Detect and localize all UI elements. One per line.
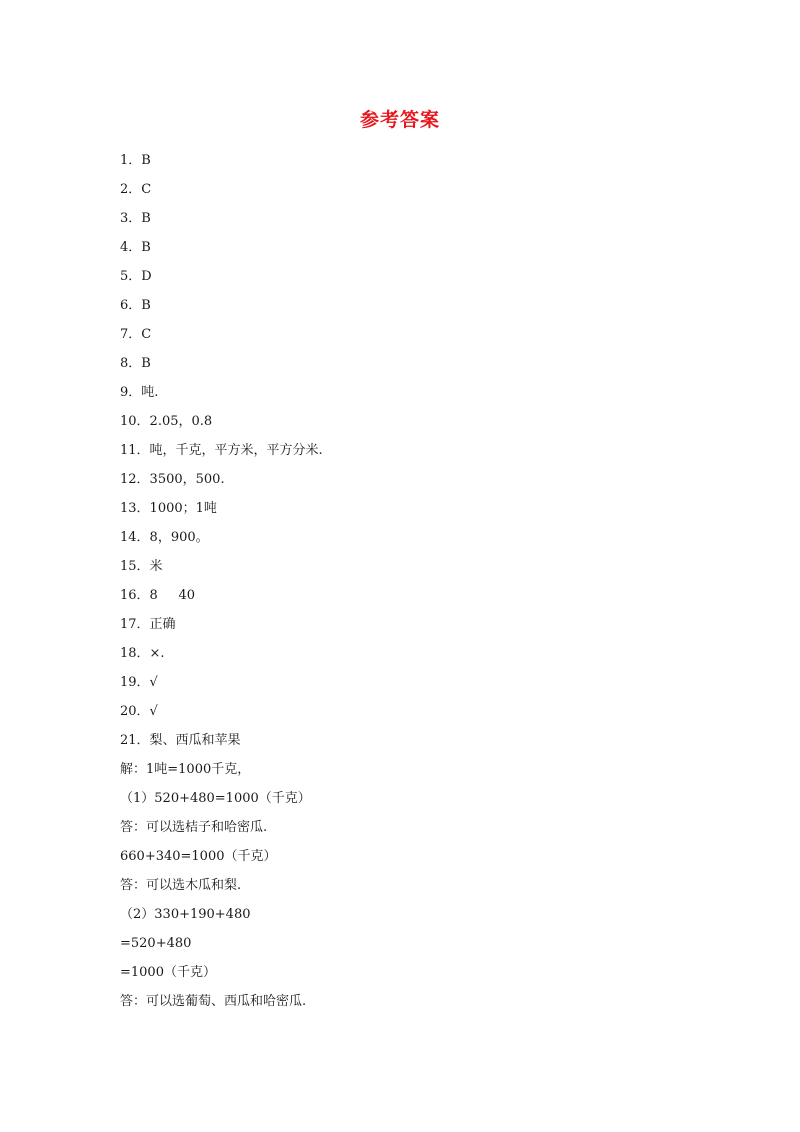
solution-line-6: （2）330+190+480 (120, 907, 251, 922)
solution-line-1: 解：1吨=1000千克， (120, 762, 251, 777)
answer-line-13: 13．1000；1吨 (120, 501, 217, 516)
solution-line-7: =520+480 (120, 936, 192, 951)
answer-line-21: 21．梨、西瓜和苹果 (120, 733, 241, 748)
answer-line-9: 9．吨. (120, 385, 159, 400)
answer-line-12: 12．3500，500. (120, 472, 225, 487)
solution-line-4: 660+340=1000（千克） (120, 849, 277, 864)
answer-line-4: 4．B (120, 240, 151, 255)
solution-line-5: 答：可以选木瓜和梨. (120, 878, 242, 893)
answer-line-16: 16．8 40 (120, 588, 196, 603)
answer-list (120, 146, 720, 1016)
answer-line-10: 10．2.05，0.8 (120, 414, 213, 429)
answer-line-18: 18．×. (120, 646, 165, 661)
answer-line-14: 14．8，900。 (120, 530, 209, 545)
answer-line-11: 11．吨，千克，平方米，平方分米. (120, 443, 323, 458)
answer-line-3: 3．B (120, 211, 151, 226)
answer-line-6: 6．B (120, 298, 151, 313)
answer-line-20: 20．√ (120, 704, 158, 719)
answer-line-2: 2．C (120, 182, 152, 197)
solution-line-2: （1）520+480=1000（千克） (120, 791, 311, 806)
solution-line-8: =1000（千克） (120, 965, 216, 980)
answer-line-5: 5．D (120, 269, 152, 284)
answer-line-8: 8．B (120, 356, 151, 371)
answer-line-1: 1．B (120, 153, 151, 168)
page-title: 参考答案 (359, 109, 440, 131)
answer-line-17: 17．正确 (120, 617, 176, 632)
answer-line-7: 7．C (120, 327, 152, 342)
answer-line-15: 15．米 (120, 559, 163, 574)
solution-line-9: 答：可以选葡萄、西瓜和哈密瓜. (120, 994, 307, 1009)
answer-line-19: 19．√ (120, 675, 158, 690)
solution-line-3: 答：可以选桔子和哈密瓜. (120, 820, 268, 835)
